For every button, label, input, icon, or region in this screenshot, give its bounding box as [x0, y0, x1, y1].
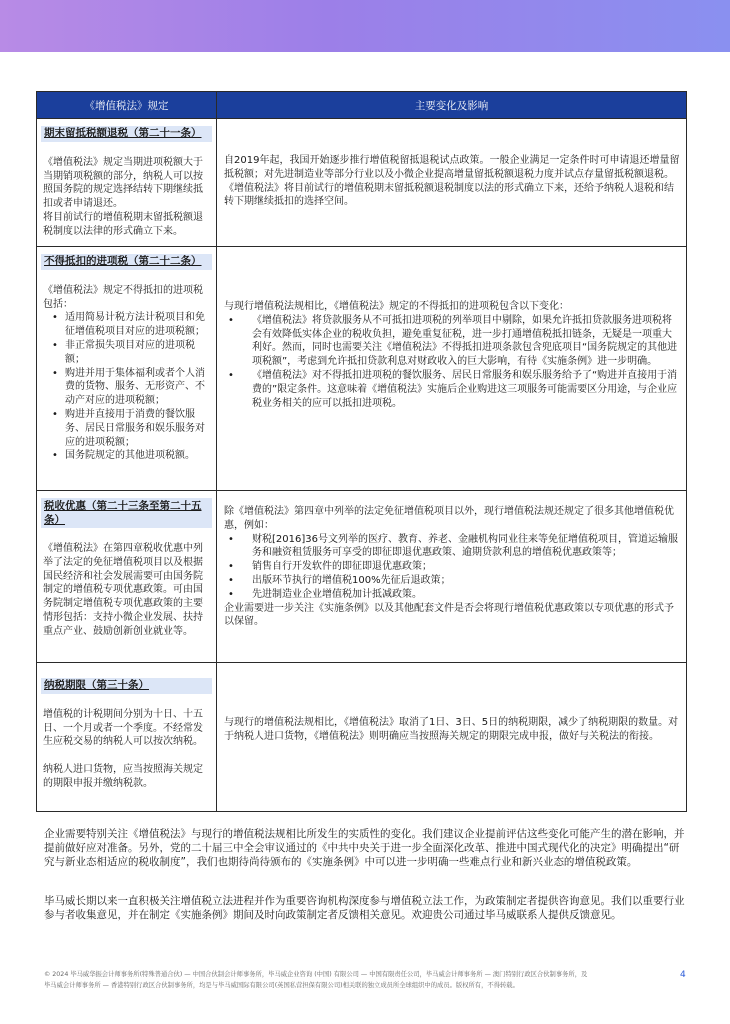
- list-item: • 销售自行开发软件的即征即退优惠政策；: [252, 560, 680, 574]
- kpmg-paragraph: 毕马威长期以来一直积极关注增值税立法进程并作为重要咨询机构深度参与增值税立法工作，为政策制定者提供咨询意见。我们以重要行业参与者收集意见，并在制定《实施条例》期间及时向政策制定者反馈相关意见。欢迎贵公司通过毕马威联系人提供反馈意见。: [44, 895, 685, 922]
- provision-text: 增值税的计税期间分别为十日、十五日、一个月或者一个季度。不经常发生应税交易的纳税人可以按次纳税。: [43, 708, 203, 748]
- change-list: [224, 533, 680, 602]
- section-title: 不得抵扣的进项税（第二十二条）: [41, 254, 212, 270]
- section-title: 纳税期限（第三十条）: [41, 678, 212, 694]
- list-item: • 适用简易计税方法计税项目和免征增值税项目对应的进项税额；: [65, 311, 210, 339]
- list-item: • 非正常损失项目对应的进项税额；: [65, 339, 210, 367]
- change-list: [224, 314, 680, 411]
- change-cell: [217, 247, 687, 491]
- page-number: 4: [680, 970, 686, 980]
- list-item: • 出版环节执行的增值税100%先征后退政策；: [252, 574, 680, 588]
- change-intro: 除《增值税法》第四章中列举的法定免征增值税项目以外，现行增值税法规还规定了很多其他增值税优惠，例如：: [224, 506, 674, 531]
- section-title: 期末留抵税额退税（第二十一条）: [41, 126, 212, 142]
- change-cell: [217, 491, 687, 663]
- table-row: [37, 663, 687, 812]
- provision-list: [43, 311, 210, 463]
- change-text: 自2019年起，我国开始逐步推行增值税留抵退税试点政策。一般企业满足一定条件时可申请退还增量留抵税额；对先进制造业等部分行业以及小微企业提高增量留抵税额退税力度并试点存量留抵税额退税。《增值税法》将目前试行的增值税期末留抵税额退税制度以法的形式确立下来，还给予纳税人退税和结转下期继续抵扣的选择空间。: [224, 155, 680, 208]
- copyright-footer: [44, 969, 684, 991]
- provision-text: 《增值税法》在第四章税收优惠中列举了法定的免征增值税项目以及根据国民经济和社会发展需要可由国务院制定的增值税专项优惠政策。可由国务院制定增值税专项优惠政策的主要情形包括：支持小微企业发展、扶持重点产业、鼓励创新创业就业等。: [43, 543, 203, 637]
- provision-cell: [37, 247, 217, 491]
- list-item: • 《增值税法》对不得抵扣进项税的餐饮服务、居民日常服务和娱乐服务给予了“购进并直接用于消费的”限定条件。这意味着《增值税法》实施后企业购进这三项服务可能需要区分用途，与企业应税业务相关的应可以抵扣进项税。: [252, 369, 680, 410]
- header-vat-law-provision: 《增值税法》规定: [37, 92, 217, 119]
- list-item: • 购进并用于集体福利或者个人消费的货物、服务、无形资产、不动产对应的进项税额；: [65, 367, 210, 408]
- provision-cell: [37, 663, 217, 812]
- change-text: 与现行的增值税法规相比，《增值税法》取消了1日、3日、5日的纳税期限，减少了纳税期限的数量。对于纳税人进口货物，《增值税法》则明确应当按照海关规定的期限完成申报，做好与关税法的衔接。: [224, 717, 679, 742]
- table-row: [37, 491, 687, 663]
- header-main-changes: 主要变化及影响: [217, 92, 687, 119]
- list-item: • 购进并直接用于消费的餐饮服务、居民日常服务和娱乐服务对应的进项税额；: [65, 408, 210, 449]
- list-item: • 国务院规定的其他进项税额。: [65, 449, 210, 463]
- list-item: • 《增值税法》将贷款服务从不可抵扣进项税的列举项目中剔除，如果允许抵扣贷款服务进项税将会有效降低实体企业的税收负担，避免重复征税，进一步打通增值税抵扣链条，无疑是一项重大利好。然而，同时也需要关注《增值税法》不得抵扣进项条款包含兜底项目“国务院规定的其他进项税额”，考虑到允许抵扣贷款利息对财政收入的巨大影响，有待《实施条例》进一步明确。: [252, 314, 680, 369]
- vat-law-comparison-table: [36, 91, 687, 812]
- copyright-line: © 2024 毕马威华振会计师事务所(特殊普通合伙) — 中国合伙制会计师事务所，毕马威企业咨询 (中国) 有限公司 — 中国有限责任公司，毕马威会计师事务所 — 澳门特别行政区合伙制事务所，及: [44, 971, 588, 978]
- conclusion-paragraph: 企业需要特别关注《增值税法》与现行的增值税法规相比所发生的实质性的变化。我们建议企业提前评估这些变化可能产生的潜在影响，并提前做好应对准备。另外，党的二十届三中全会审议通过的《中共中央关于进一步全面深化改革、推进中国式现代化的决定》明确提出“研究与新业态相适应的税收制度”，我们也期待尚待颁布的《实施条例》中可以进一步明确一些难点行业和新兴业态的增值税政策。: [44, 828, 685, 869]
- section-title: [41, 498, 212, 528]
- table-row: [37, 247, 687, 491]
- change-cell: [217, 119, 687, 247]
- table-header-row: [37, 92, 687, 119]
- list-item: • 财税[2016]36号文列举的医疗、教育、养老、金融机构同业往来等免征增值税项目，管道运输服务和融资租赁服务可享受的即征即退优惠政策、逾期贷款利息的增值税优惠政策等；: [252, 533, 680, 561]
- provision-text: 纳税人进口货物，应当按照海关规定的期限申报并缴纳税款。: [43, 764, 203, 789]
- header-gradient-bar: [0, 0, 730, 52]
- list-item: • 先进制造业企业增值税加计抵减政策。: [252, 588, 680, 602]
- section-title-line: 条）: [44, 514, 65, 526]
- copyright-line: 毕马威会计师事务所 — 香港特别行政区合伙制事务所，均是与毕马威国际有限公司(英国私营担保有限公司)相关联的独立成员所全球组织中的成员。版权所有，不得转载。: [44, 982, 519, 989]
- change-intro: 与现行增值税法规相比，《增值税法》规定的不得抵扣的进项税包含以下变化：: [224, 301, 569, 312]
- provision-intro: 《增值税法》规定不得抵扣的进项税包括：: [43, 284, 203, 310]
- change-cell: [217, 663, 687, 812]
- section-title-line: 税收优惠（第二十三条至第二十五: [44, 500, 202, 512]
- table-row: [37, 119, 687, 247]
- provision-text: 将目前试行的增值税期末留抵税额退税制度以法律的形式确立下来。: [43, 211, 203, 237]
- provision-text: 《增值税法》规定当期进项税额大于当期销项税额的部分，纳税人可以按照国务院的规定选择结转下期继续抵扣或者申请退还。: [43, 156, 203, 210]
- change-outro: 企业需要进一步关注《实施条例》以及其他配套文件是否会将现行增值税优惠政策以专项优惠的形式予以保留。: [224, 602, 674, 628]
- provision-cell: [37, 491, 217, 663]
- provision-cell: [37, 119, 217, 247]
